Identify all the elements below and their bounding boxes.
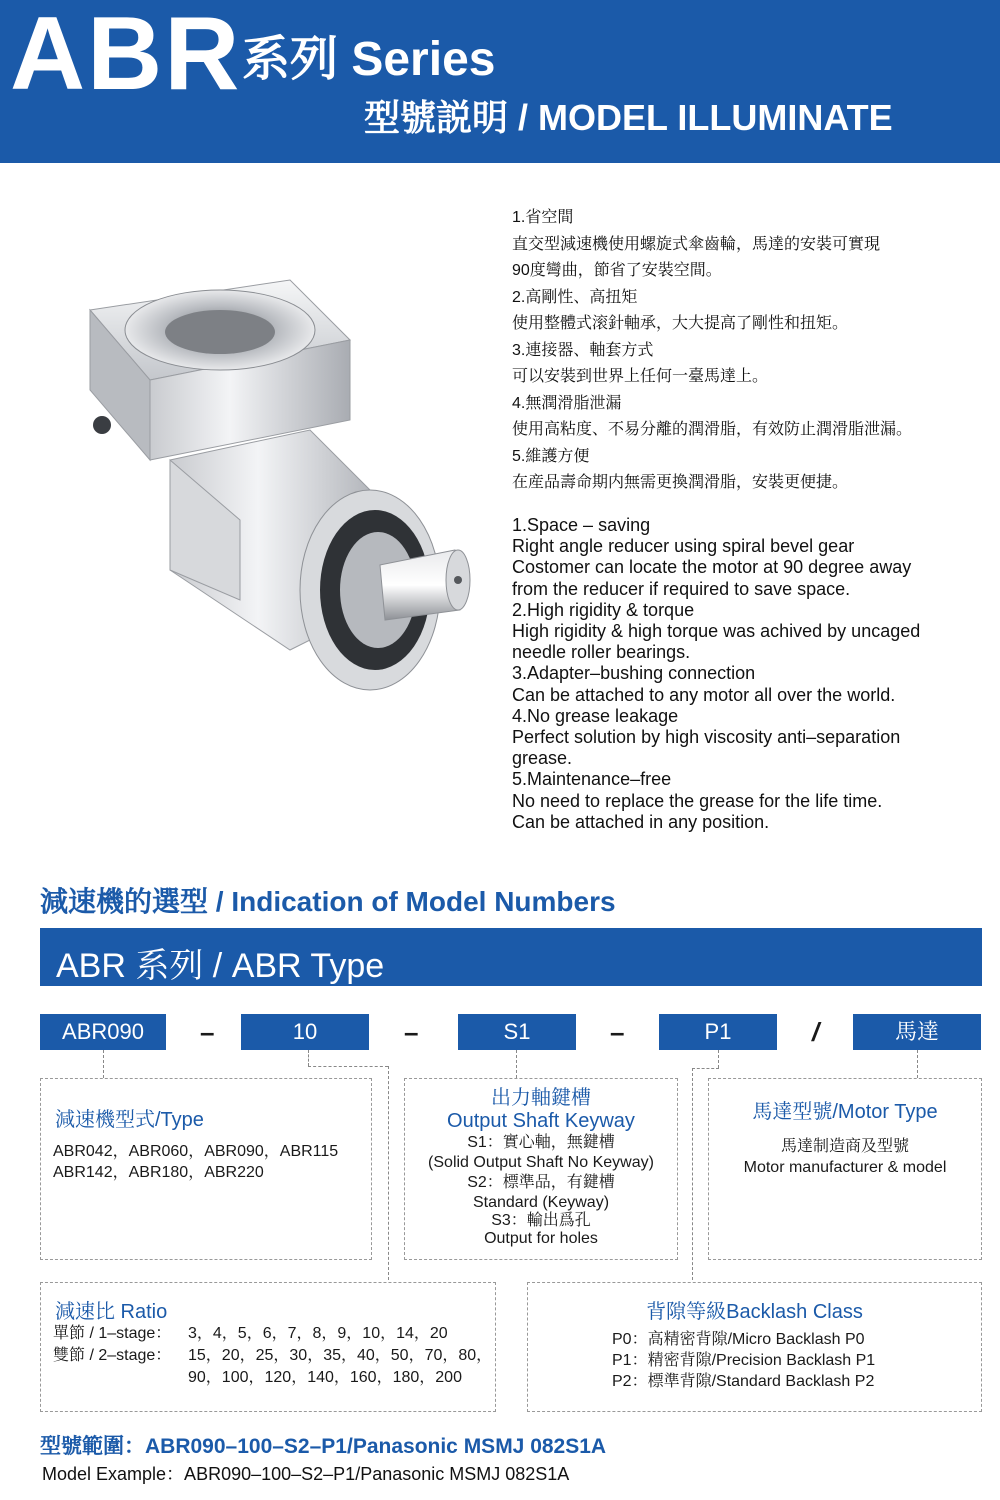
connector-line (103, 1050, 104, 1078)
ratio-stage2-values: 90，100，120，140，160，180，200 (188, 1369, 462, 1386)
shaft-box-line: S3：輸出爲孔 (491, 1212, 591, 1229)
feature-line: 4.無潤滑脂泄漏 (512, 394, 622, 412)
shaft-box-line: S1：實心軸，無鍵槽 (467, 1134, 615, 1151)
feature-line: High rigidity & high torque was achived by uncaged (512, 621, 921, 642)
motor-box-title: 馬達型號/Motor Type (752, 1101, 938, 1123)
ratio-box-title: 減速比 Ratio (55, 1301, 168, 1323)
code-dash: – (404, 1017, 419, 1047)
connector-line (308, 1066, 388, 1067)
code-ratio-box: 10 (241, 1014, 369, 1050)
model-subtitle: 型號説明 / MODEL ILLUMINATE (364, 97, 893, 138)
connector-line (718, 1050, 719, 1068)
feature-line: Can be attached in any position. (512, 811, 770, 832)
connector-line (516, 1050, 517, 1078)
section-title: 減速機的選型 / Indication of Model Numbers (40, 886, 616, 917)
motor-box (708, 1078, 982, 1260)
type-box-line: ABR042，ABR060，ABR090，ABR115 (53, 1143, 339, 1160)
feature-line: from the reducer if required to save space. (512, 578, 851, 599)
ratio-stage2-label: 雙節 / 2–stage： (53, 1347, 172, 1364)
feature-line: Can be attached to any motor all over the world. (512, 684, 896, 705)
feature-line: Costomer can locate the motor at 90 degree away (512, 557, 912, 578)
feature-line: 1.省空間 (512, 209, 574, 226)
shaft-box-line: S2：標準品，有鍵槽 (467, 1174, 615, 1191)
code-slash: / (812, 1017, 820, 1047)
feature-line: 3.連接器、軸套方式 (512, 341, 654, 359)
feature-line: 使用整體式滚針軸承，大大提高了剛性和扭矩。 (512, 315, 849, 332)
type-bar (40, 928, 982, 986)
code-dash: – (200, 1017, 215, 1047)
backlash-line: P2：標準背隙/Standard Backlash P2 (612, 1373, 875, 1390)
series-title: 系列 Series (242, 33, 496, 86)
feature-line: needle roller bearings. (512, 642, 691, 663)
type-box-line: ABR142，ABR180，ABR220 (53, 1164, 264, 1181)
type-box (40, 1078, 372, 1260)
type-bar-label: ABR 系列 / ABR Type (56, 947, 385, 985)
motor-box-line: Motor manufacturer & model (743, 1159, 947, 1176)
feature-line: 2.高剛性、高扭矩 (512, 288, 638, 306)
shaft-box (404, 1078, 678, 1260)
feature-line: 4.No grease leakage (512, 705, 679, 726)
type-box-title: 減速機型式/Type (55, 1109, 204, 1131)
code-model-box: ABR090 (40, 1014, 166, 1050)
ratio-stage1-values: 3，4，5，6，7，8，9，10，14，20 (188, 1325, 448, 1342)
feature-line: 5.維護方便 (512, 447, 590, 465)
model-example: Model Example：ABR090–100–S2–P1/Panasonic MSMJ 082S1A (42, 1464, 570, 1484)
connector-line (388, 1066, 389, 1280)
feature-line: Right angle reducer using spiral bevel gear (512, 536, 855, 557)
shaft-box-line: (Solid Output Shaft No Keyway) (428, 1154, 654, 1171)
feature-line: 1.Space – saving (512, 515, 651, 535)
features-chinese (512, 205, 982, 497)
brand-title: ABR (10, 0, 242, 112)
feature-line: 2.High rigidity & torque (512, 599, 695, 620)
features-english (512, 515, 992, 833)
connector-line (917, 1050, 918, 1078)
ratio-stage1-label: 單節 / 1–stage： (53, 1325, 172, 1342)
header-banner (0, 0, 1000, 163)
backlash-line: P0：高精密背隙/Micro Backlash P0 (612, 1331, 865, 1348)
connector-line (692, 1068, 719, 1069)
feature-line: 5.Maintenance–free (512, 769, 672, 790)
feature-line: 在産品壽命期内無需更換潤滑脂，安裝更便捷。 (512, 474, 849, 491)
connector-line (308, 1050, 309, 1066)
backlash-line: P1：精密背隙/Precision Backlash P1 (612, 1352, 876, 1369)
shaft-box-line: Standard (Keyway) (472, 1194, 610, 1211)
feature-line: 90度彎曲，節省了安裝空間。 (512, 262, 722, 279)
code-dash: – (610, 1017, 625, 1047)
feature-line: No need to replace the grease for the life time. (512, 790, 883, 811)
ratio-stage2-values: 15，20，25，30，35，40，50，70，80， (188, 1347, 493, 1364)
shaft-box-title-en: Output Shaft Keyway (447, 1110, 635, 1132)
code-motor-box: 馬達 (853, 1014, 981, 1050)
gear-reducer-image (60, 270, 480, 730)
backlash-box (527, 1282, 982, 1412)
motor-box-line: 馬達制造商及型號 (780, 1138, 909, 1155)
feature-line: grease. (512, 748, 573, 769)
shaft-box-title-zh: 出力軸鍵槽 (491, 1087, 591, 1109)
shaft-box-line: Output for holes (484, 1230, 598, 1247)
feature-line: 直交型減速機使用螺旋式傘齒輪，馬達的安裝可實現 (512, 235, 881, 253)
connector-line (692, 1068, 693, 1280)
feature-line: 使用高粘度、不易分離的潤滑脂，有效防止潤滑脂泄漏。 (512, 421, 913, 438)
code-shaft-box: S1 (458, 1014, 576, 1050)
ratio-box (40, 1282, 496, 1412)
feature-line: 可以安裝到世界上任何一臺馬達上。 (512, 368, 769, 385)
feature-line: Perfect solution by high viscosity anti–separation (512, 727, 901, 748)
code-backlash-box: P1 (659, 1014, 777, 1050)
feature-line: 3.Adapter–bushing connection (512, 663, 756, 684)
model-range: 型號範圍：ABR090–100–S2–P1/Panasonic MSMJ 082S1A (40, 1435, 607, 1458)
backlash-box-title: 背隙等級Backlash Class (646, 1301, 863, 1323)
